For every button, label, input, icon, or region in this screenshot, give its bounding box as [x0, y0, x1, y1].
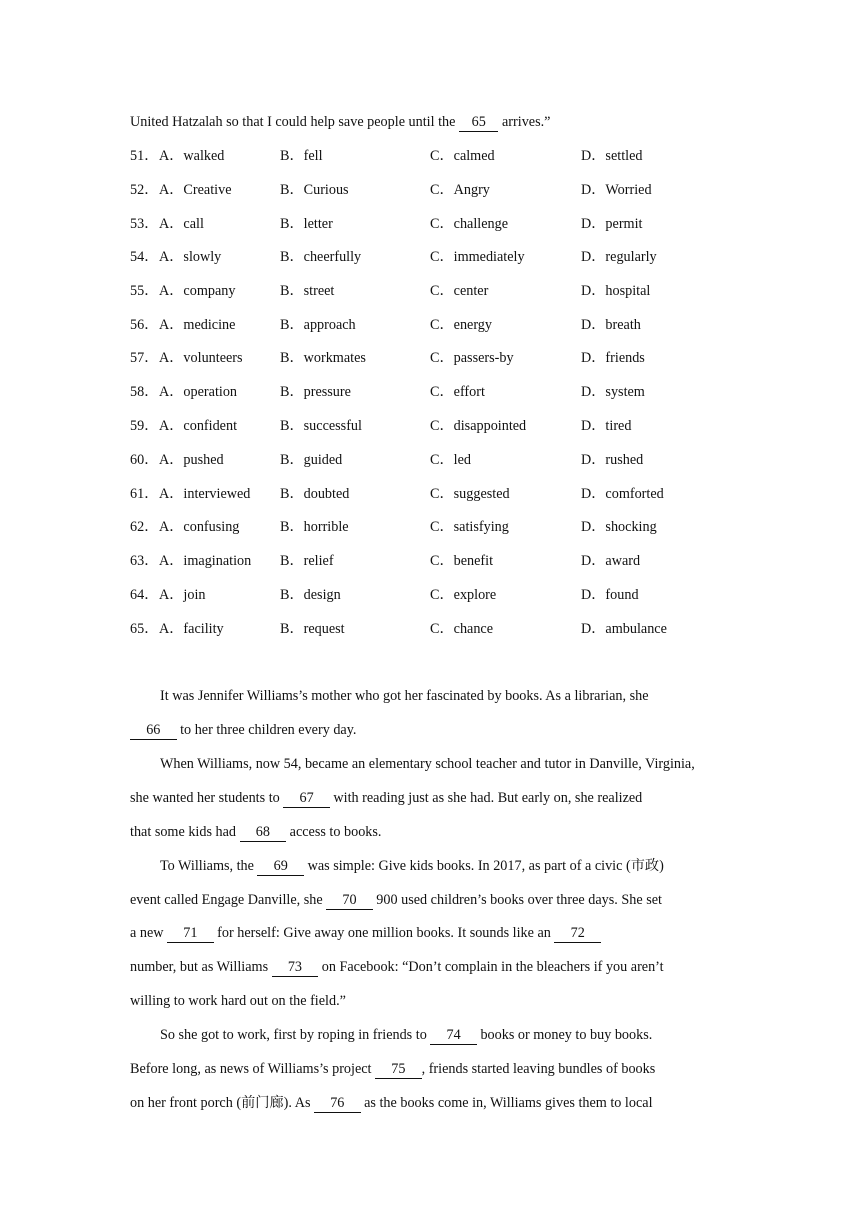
- option-c: C．calmed: [430, 148, 495, 164]
- option-b: B．pressure: [280, 384, 351, 400]
- question-number: 59．: [130, 418, 159, 434]
- option-a: A．confusing: [159, 519, 240, 535]
- option-b: B．cheerfully: [280, 249, 362, 265]
- option-c: C．suggested: [430, 486, 510, 502]
- option-d: D．rushed: [581, 452, 644, 468]
- passage-text: for herself: Give away one million books. It sounds like an: [213, 925, 555, 941]
- question-row: [130, 585, 730, 605]
- passage-line: [160, 754, 695, 774]
- option-c: C．explore: [430, 587, 497, 603]
- option-c: C．energy: [430, 317, 492, 333]
- passage-text: was simple: Give kids books. In 2017, as part of a civic (市政): [304, 858, 664, 874]
- question-row: [130, 315, 730, 335]
- option-d: D．award: [581, 553, 641, 569]
- passage-line: [130, 788, 642, 808]
- passage-text: So she got to work, first by roping in friends to: [160, 1027, 431, 1043]
- option-b: B．letter: [280, 216, 333, 232]
- passage-line: [160, 856, 664, 876]
- option-b: B．Curious: [280, 182, 349, 198]
- blank-65: 65: [459, 114, 498, 132]
- option-c: C．immediately: [430, 249, 525, 265]
- question-number: 52．: [130, 182, 159, 198]
- option-c: C．Angry: [430, 182, 490, 198]
- passage-text: number, but as Williams: [130, 959, 272, 975]
- option-a: A．join: [159, 587, 206, 603]
- question-row: [130, 382, 730, 402]
- option-c: C．disappointed: [430, 418, 527, 434]
- passage-text: , friends started leaving bundles of books: [421, 1061, 656, 1077]
- option-d: D．breath: [581, 317, 641, 333]
- passage-line: [130, 957, 664, 977]
- option-d: D．found: [581, 587, 639, 603]
- question-row: [130, 484, 730, 504]
- option-b: B．design: [280, 587, 341, 603]
- question-row: [130, 517, 730, 537]
- blank-70: 70: [326, 892, 373, 910]
- passage-text: as the books come in, Williams gives them to local: [360, 1095, 653, 1111]
- option-a: A．company: [159, 283, 236, 299]
- option-a: A．walked: [159, 148, 225, 164]
- passage-text: a new: [130, 925, 168, 941]
- option-a: A．slowly: [159, 249, 222, 265]
- question-number: 65．: [130, 621, 159, 637]
- question-row: [130, 450, 730, 470]
- passage-text: Before long, as news of Williams’s project: [130, 1061, 376, 1077]
- question-number: 58．: [130, 384, 159, 400]
- option-b: B．fell: [280, 148, 323, 164]
- question-row: [130, 348, 730, 368]
- option-b: B．doubted: [280, 486, 350, 502]
- question-number: 51．: [130, 148, 159, 164]
- intro-line: [130, 112, 550, 132]
- option-b: B．request: [280, 621, 345, 637]
- option-c: C．chance: [430, 621, 494, 637]
- blank-67: 67: [283, 790, 330, 808]
- question-number: 61．: [130, 486, 159, 502]
- option-a: A．interviewed: [159, 486, 251, 502]
- option-d: D．regularly: [581, 249, 657, 265]
- passage-text: she wanted her students to: [130, 790, 284, 806]
- option-c: C．satisfying: [430, 519, 509, 535]
- option-d: D．shocking: [581, 519, 657, 535]
- passage-line: [130, 1093, 653, 1113]
- question-number: 64．: [130, 587, 159, 603]
- blank-73: 73: [272, 959, 319, 977]
- option-b: B．workmates: [280, 350, 366, 366]
- blank-68: 68: [240, 824, 287, 842]
- blank-71: 71: [167, 925, 214, 943]
- blank-74: 74: [430, 1027, 477, 1045]
- option-d: D．comforted: [581, 486, 664, 502]
- option-c: C．effort: [430, 384, 485, 400]
- blank-76: 76: [314, 1095, 361, 1113]
- blank-75: 75: [375, 1061, 422, 1079]
- option-d: D．hospital: [581, 283, 651, 299]
- question-number: 56．: [130, 317, 159, 333]
- option-a: A．imagination: [159, 553, 252, 569]
- question-number: 55．: [130, 283, 159, 299]
- passage-text: willing to work hard out on the field.”: [130, 993, 346, 1009]
- option-c: C．challenge: [430, 216, 509, 232]
- option-b: B．guided: [280, 452, 343, 468]
- option-c: C．benefit: [430, 553, 494, 569]
- passage-text: event called Engage Danville, she: [130, 892, 327, 908]
- option-b: B．approach: [280, 317, 356, 333]
- option-b: B．street: [280, 283, 335, 299]
- blank-72: 72: [554, 925, 601, 943]
- passage-text: that some kids had: [130, 824, 240, 840]
- question-row: [130, 619, 730, 639]
- intro-text-end: arrives.”: [498, 114, 551, 130]
- option-c: C．led: [430, 452, 471, 468]
- passage-text: It was Jennifer Williams’s mother who got her fascinated by books. As a librarian, she: [160, 688, 649, 704]
- blank-69: 69: [257, 858, 304, 876]
- option-d: D．permit: [581, 216, 643, 232]
- question-row: [130, 551, 730, 571]
- passage-line: [160, 1025, 652, 1045]
- passage-text: on her front porch (前门廊). As: [130, 1095, 315, 1111]
- passage-text: When Williams, now 54, became an elementary school teacher and tutor in Danville, Virginia,: [160, 756, 695, 772]
- option-c: C．passers-by: [430, 350, 514, 366]
- passage-line: [130, 720, 356, 740]
- option-b: B．relief: [280, 553, 334, 569]
- passage-text: access to books.: [286, 824, 382, 840]
- question-row: [130, 281, 730, 301]
- passage-line: [130, 923, 601, 943]
- question-row: [130, 416, 730, 436]
- passage-text: books or money to buy books.: [476, 1027, 653, 1043]
- question-number: 53．: [130, 216, 159, 232]
- passage-line: [130, 822, 381, 842]
- option-d: D．system: [581, 384, 645, 400]
- question-row: [130, 146, 730, 166]
- question-number: 60．: [130, 452, 159, 468]
- option-a: A．Creative: [159, 182, 232, 198]
- question-row: [130, 180, 730, 200]
- question-number: 63．: [130, 553, 159, 569]
- passage-line: [160, 686, 649, 706]
- option-a: A．volunteers: [159, 350, 243, 366]
- option-a: A．facility: [159, 621, 224, 637]
- passage-text: 900 used children’s books over three days. She set: [372, 892, 662, 908]
- option-a: A．medicine: [159, 317, 236, 333]
- option-c: C．center: [430, 283, 489, 299]
- option-a: A．call: [159, 216, 204, 232]
- blank-66: 66: [130, 722, 177, 740]
- passage-text: to her three children every day.: [176, 722, 357, 738]
- passage-line: [130, 890, 662, 910]
- option-a: A．pushed: [159, 452, 224, 468]
- passage-text: with reading just as she had. But early on, she realized: [329, 790, 643, 806]
- passage-text: To Williams, the: [160, 858, 258, 874]
- question-number: 54．: [130, 249, 159, 265]
- option-d: D．ambulance: [581, 621, 667, 637]
- option-d: D．settled: [581, 148, 643, 164]
- question-row: [130, 214, 730, 234]
- option-b: B．successful: [280, 418, 362, 434]
- passage-text: on Facebook: “Don’t complain in the bleachers if you aren’t: [318, 959, 664, 975]
- question-number: 57．: [130, 350, 159, 366]
- option-d: D．friends: [581, 350, 645, 366]
- passage-line: [130, 991, 346, 1011]
- option-a: A．operation: [159, 384, 238, 400]
- passage-line: [130, 1059, 655, 1079]
- option-d: D．tired: [581, 418, 632, 434]
- intro-text: United Hatzalah so that I could help save people until the: [130, 114, 459, 130]
- option-a: A．confident: [159, 418, 238, 434]
- option-d: D．Worried: [581, 182, 652, 198]
- question-row: [130, 247, 730, 267]
- question-number: 62．: [130, 519, 159, 535]
- option-b: B．horrible: [280, 519, 349, 535]
